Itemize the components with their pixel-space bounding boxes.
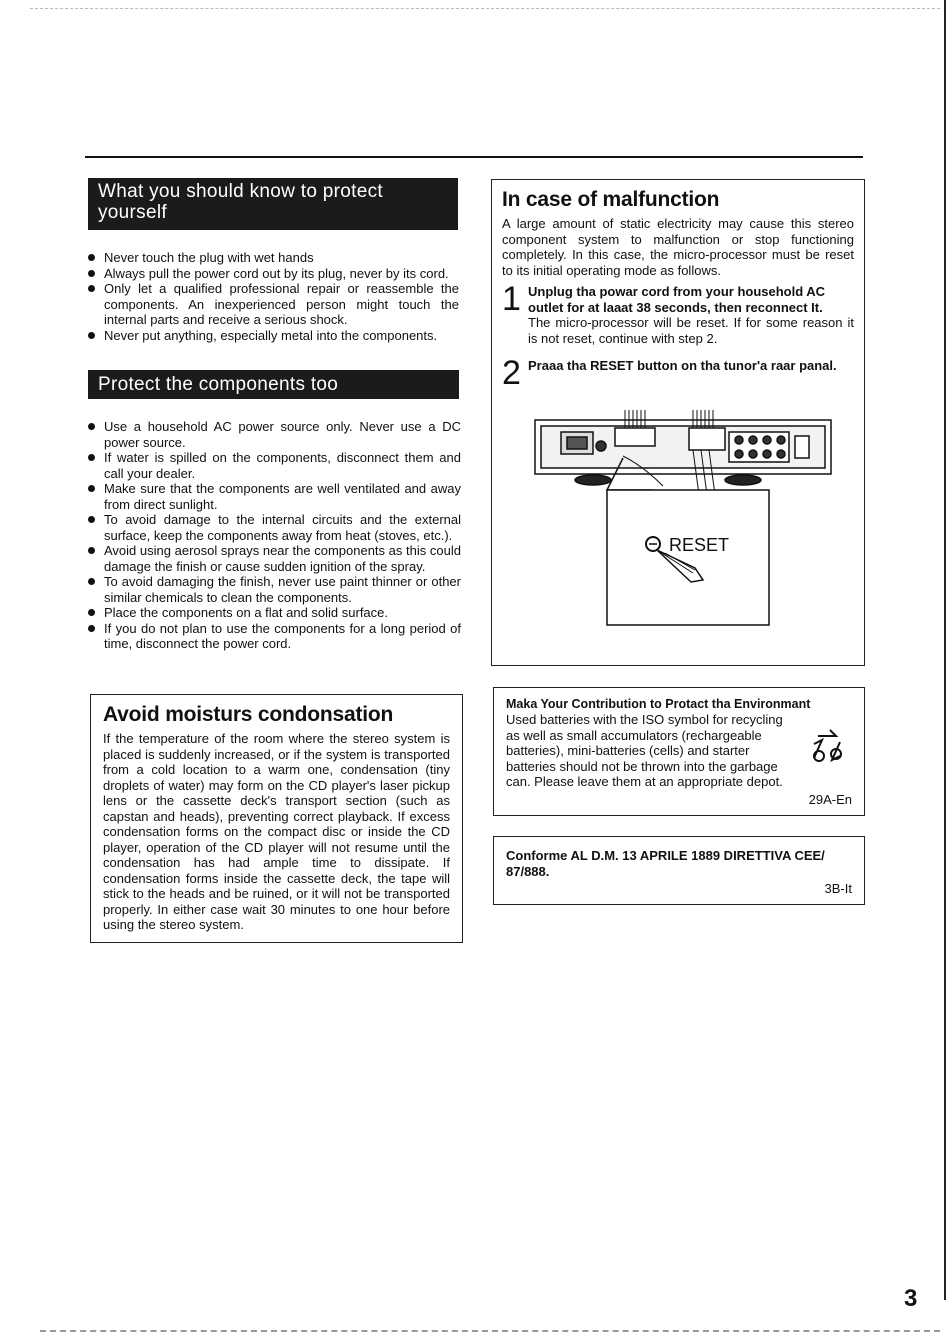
step-note: The micro-processor will be reset. If for some reason it is not reset, continue with step 2.: [528, 315, 854, 346]
conformity-box: [493, 836, 865, 905]
malfunction-intro: A large amount of static electricity may cause this stereo component system to malfunction or stop functioning completely. In this case, the micro-processor must be reset to its initial operating mode as follows.: [502, 216, 854, 278]
rear-panel-diagram: [533, 410, 833, 630]
list-item: Use a household AC power source only. Never use a DC power source.: [86, 419, 461, 450]
scan-edge-top: [30, 8, 940, 9]
environment-text: Used batteries with the ISO symbol for recycling as well as small accumulators (rechargeable batteries), mini-batteries (cells) and starter batteries should not be thrown into the garbage can. Please leave them at an appropriate depot.: [506, 712, 783, 789]
conformity-code: 3B-It: [824, 881, 852, 896]
step-number: 1: [502, 280, 521, 318]
protect-components-heading: Protect the components too: [88, 370, 459, 399]
list-item: To avoid damage to the internal circuits and the external surface, keep the components away from heat (stoves, etc.).: [86, 512, 461, 543]
list-item: Only let a qualified professional repair or reassemble the components. An inexperienced person might touch the internal parts and receive a serious shock.: [86, 281, 459, 328]
malfunction-title: In case of malfunction: [502, 188, 720, 211]
list-item: If you do not plan to use the components for a long period of time, disconnect the power cord.: [86, 621, 461, 652]
step-1: [502, 280, 854, 346]
header-rule: [85, 156, 863, 158]
environment-title: Maka Your Contribution to Protact tha Environmant: [506, 697, 811, 711]
scan-edge-right: [944, 0, 946, 1300]
list-item: Avoid using aerosol sprays near the components as this could damage the finish or cause sudden ignition of the spray.: [86, 543, 461, 574]
list-item: Always pull the power cord out by its plug, never by its cord.: [86, 266, 459, 282]
moisture-box: [90, 694, 463, 943]
scan-edge-bottom: [40, 1330, 940, 1332]
reset-label: RESET: [669, 535, 730, 555]
protect-yourself-heading: What you should know to protect yourself: [88, 178, 458, 230]
step-instruction: Unplug tha powar cord from your household AC outlet for at laaat 38 seconds, then reconnect It.: [528, 284, 826, 315]
protect-components-list: [86, 419, 461, 652]
step-number: 2: [502, 354, 521, 392]
list-item: To avoid damaging the finish, never use paint thinner or other similar chemicals to clean the components.: [86, 574, 461, 605]
list-item: Never touch the plug with wet hands: [86, 250, 459, 266]
protect-yourself-list: [86, 250, 459, 343]
conformity-title: Conforme AL D.M. 13 APRILE 1889 DIRETTIVA CEE/ 87/888.: [506, 848, 825, 879]
list-item: Make sure that the components are well ventilated and away from direct sunlight.: [86, 481, 461, 512]
page-number: 3: [904, 1285, 918, 1312]
step-instruction: Praaa tha RESET button on tha tunor'a raar panal.: [528, 358, 837, 373]
list-item: Place the components on a flat and solid surface.: [86, 605, 461, 621]
list-item: If water is spilled on the components, disconnect them and call your dealer.: [86, 450, 461, 481]
environment-code: 29A-En: [808, 792, 852, 807]
environment-box: [493, 687, 865, 816]
moisture-title: Avoid moisturs condonsation: [103, 703, 394, 726]
step-2: [502, 354, 854, 392]
moisture-text: If the temperature of the room where the stereo system is placed is suddenly increased, or if the system is transported from a cold location to a warm one, condensation (tiny droplets of water) may form on the CD player's laser pickup lens or the cassette deck's transport section (such as capstan and heads), preventing correct playback. If excess condensation forms on the compact disc or inside the CD player, operation of the CD player will not resume until the condensation has had ample time to dissipate. If condensation forms inside the cassette deck, the tape will stick to the heads and be ruined, or it will not be transported properly. In either case wait 30 minutes to one hour before using the stereo system.: [103, 731, 450, 932]
list-item: Never put anything, especially metal into the components.: [86, 328, 459, 344]
battery-recycling-icon: [806, 726, 848, 768]
